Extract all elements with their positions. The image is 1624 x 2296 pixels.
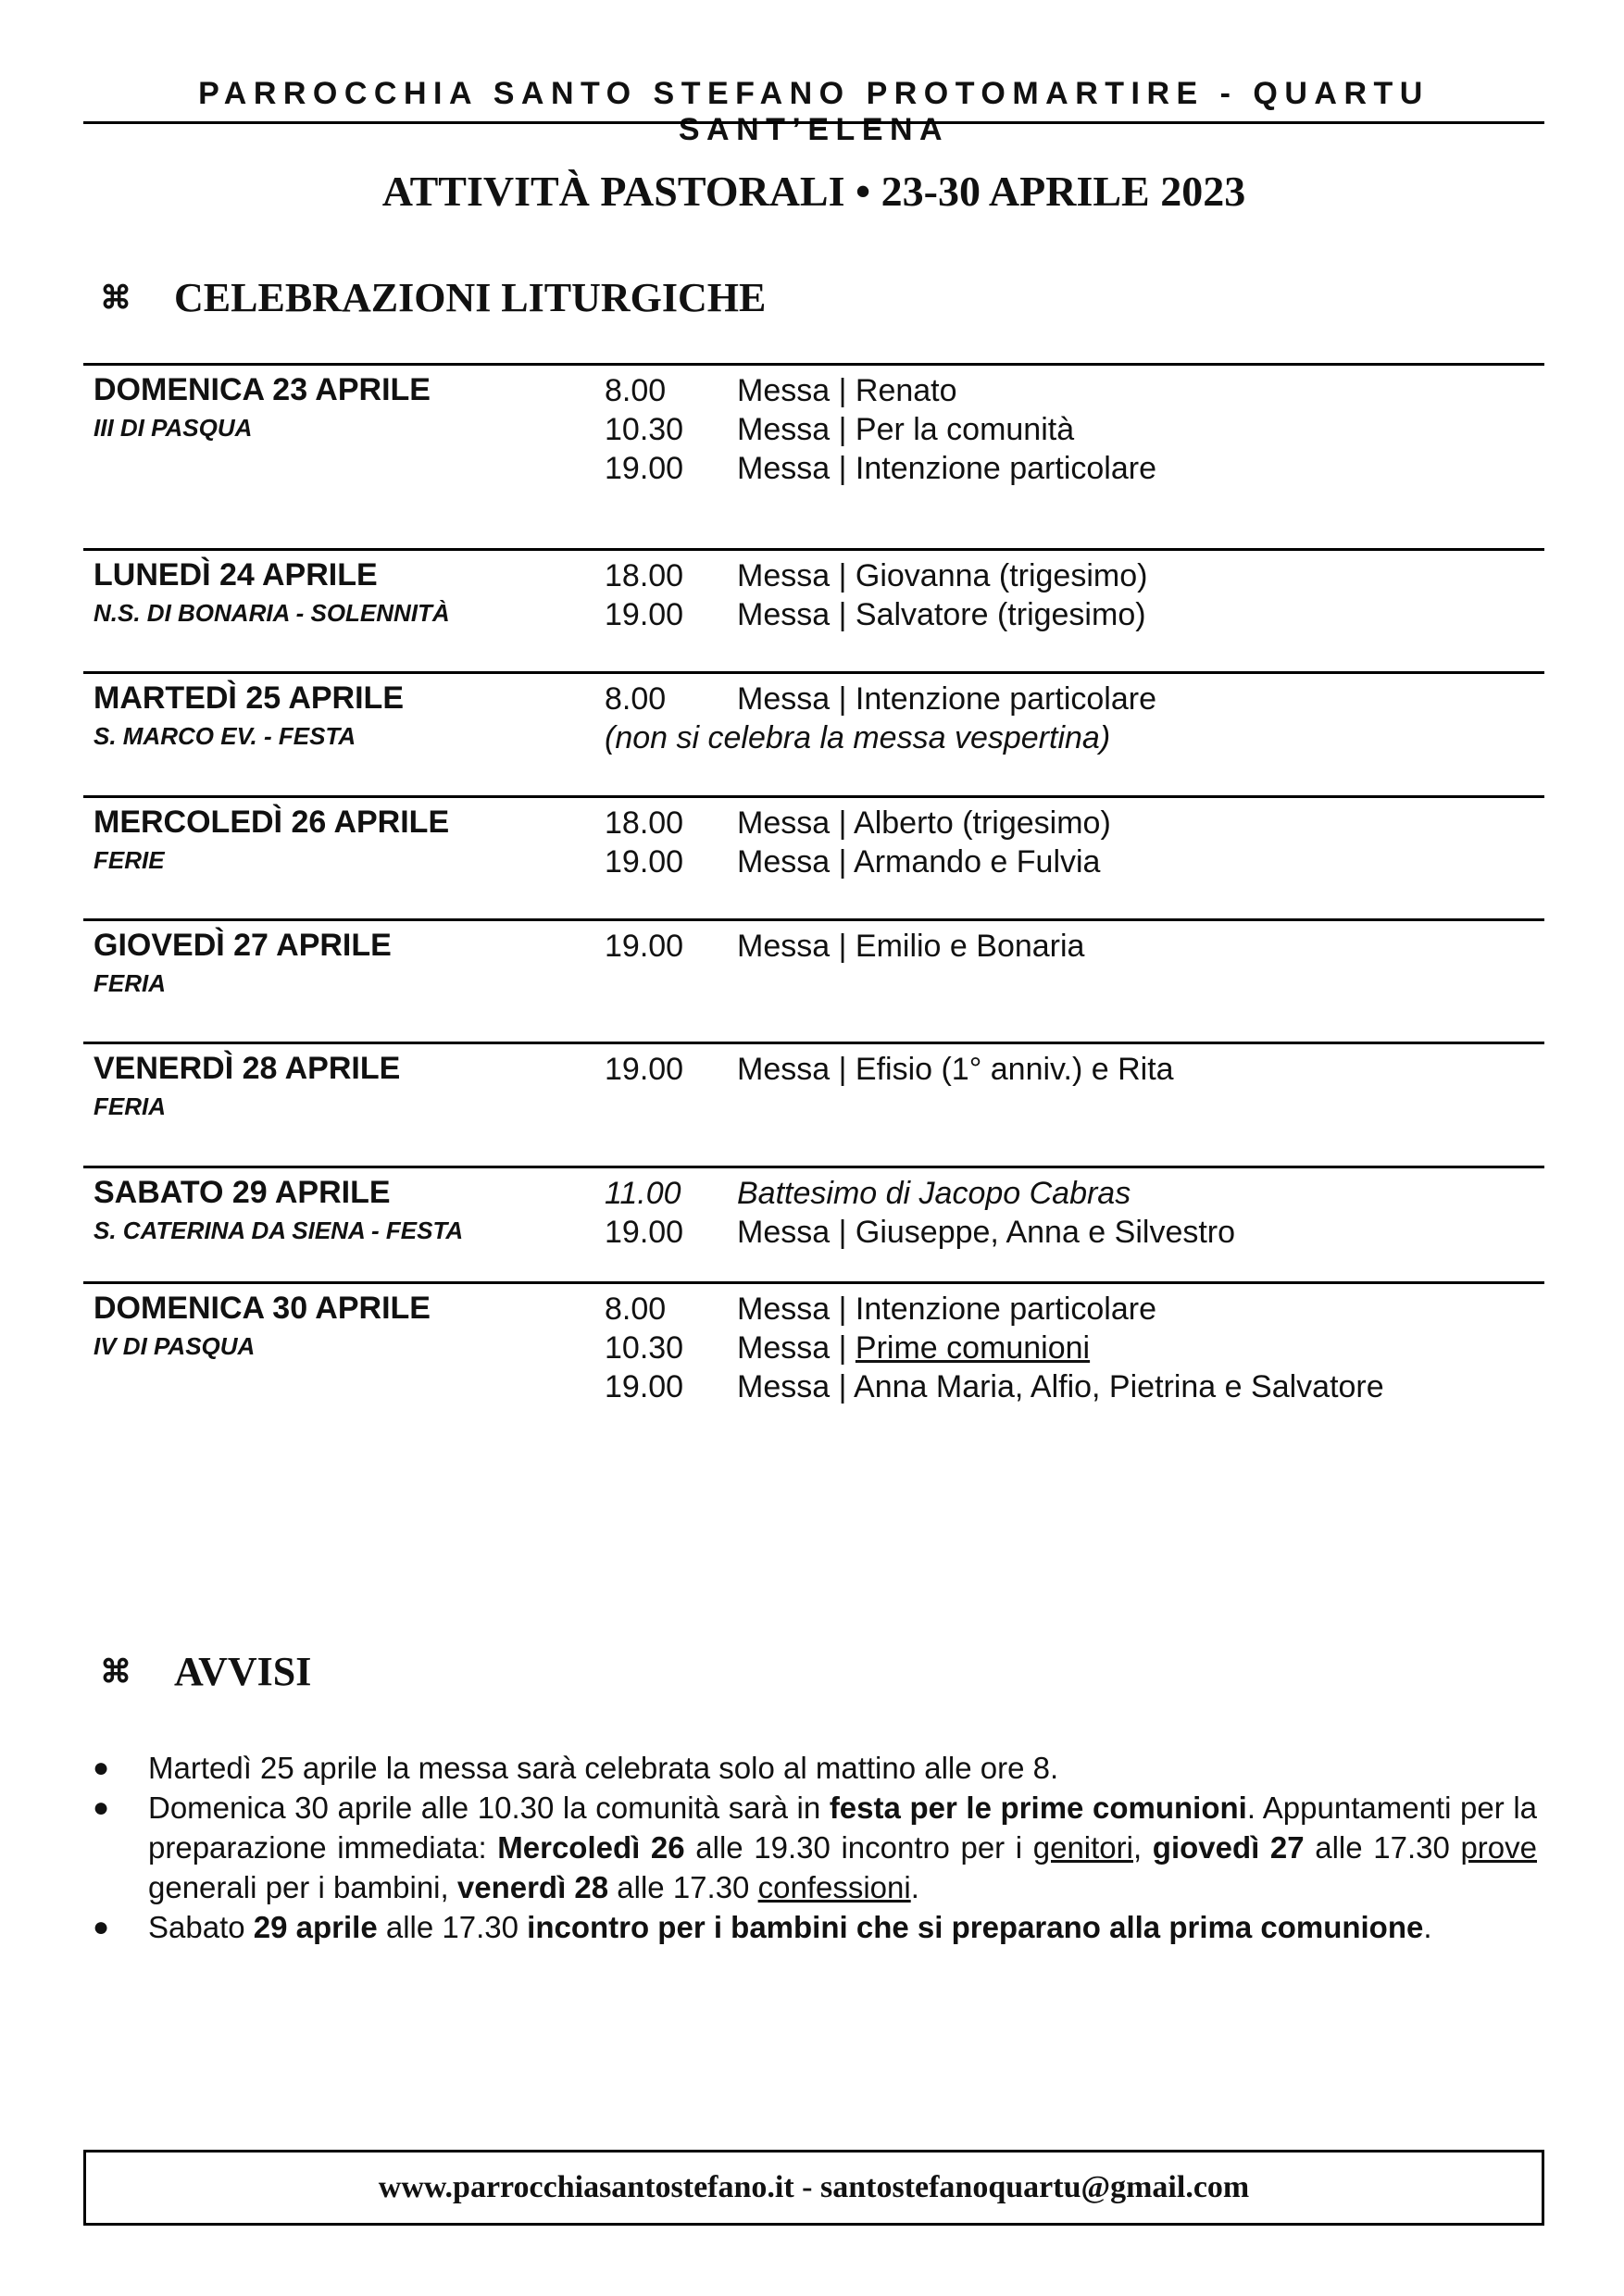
footer-contact-box [83,2150,1544,2226]
event-row [605,804,1111,842]
avviso-underlined: genitori [1032,1830,1133,1865]
day-block-venerdi-28 [83,1042,1544,1120]
event-type: Messa [737,681,831,717]
cross-ornament-icon: ⌘ [100,281,131,316]
event-time: 19.00 [605,451,684,486]
section-title: AVVISI [174,1649,312,1694]
event-intention: Salvatore (trigesimo) [855,597,1146,632]
event-separator: | [838,1292,847,1327]
avviso-emphasis: festa per le prime comunioni [829,1791,1247,1825]
event-type: Messa [737,1369,831,1404]
avviso-text: . [1423,1910,1432,1944]
event-list [605,371,1156,488]
event-separator: | [838,929,847,964]
event-list [605,1290,1384,1406]
event-intention: Prime comunioni [855,1330,1091,1366]
event-intention: Intenzione particolare [855,451,1156,486]
day-name: LUNEDÌ 24 APRILE [94,557,378,593]
event-time: 19.00 [605,1369,684,1404]
day-name: MARTEDÌ 25 APRILE [94,680,405,716]
event-intention: Intenzione particolare [855,681,1156,717]
event-row [605,1174,1235,1213]
event-intention: Anna Maria, Alfio, Pietrina e Salvatore [854,1369,1384,1404]
event-row [605,595,1147,634]
event-separator: | [838,1215,847,1250]
day-name: MERCOLEDÌ 26 APRILE [94,805,450,840]
liturgical-day: IV DI PASQUA [94,1332,256,1360]
liturgical-day: FERIA [94,1092,166,1120]
event-intention: Renato [855,373,957,408]
avviso-text: Martedì 25 aprile la messa sarà celebrata solo al mattino alle ore 8. [148,1751,1059,1785]
event-type: Messa [737,558,831,593]
event-type: Messa [737,1052,831,1087]
event-time: 11.00 [605,1176,681,1211]
event-separator: | [838,844,847,880]
event-row [605,371,1156,410]
event-type: Messa [737,1292,831,1327]
event-time: 19.00 [605,1052,684,1087]
event-time: 18.00 [605,558,684,593]
avviso-text: alle 17.30 [377,1910,528,1944]
bullet-icon: ● [93,1753,110,1783]
avviso-emphasis: incontro per i bambini che si preparano alla prima comunione [527,1910,1424,1944]
event-type: Messa [737,1215,831,1250]
event-separator: | [838,412,847,447]
liturgical-day: S. CATERINA DA SIENA - FESTA [94,1217,464,1244]
cross-ornament-icon: ⌘ [100,1655,131,1690]
avviso-text: alle 17.30 [1304,1830,1461,1865]
day-name: VENERDÌ 28 APRILE [94,1051,401,1086]
event-time: 19.00 [605,844,684,880]
day-block-giovedi-27 [83,918,1544,997]
day-block-lunedi-24 [83,548,1544,632]
event-text: Battesimo di Jacopo Cabras [737,1176,1131,1211]
avviso-emphasis: venerdì 28 [456,1870,609,1904]
event-intention: Alberto (trigesimo) [854,805,1111,841]
day-name: DOMENICA 30 APRILE [94,1291,431,1326]
event-time: 19.00 [605,597,684,632]
event-type: Messa [737,844,831,880]
avviso-text: alle 17.30 [608,1870,758,1904]
liturgical-day: N.S. DI BONARIA - SOLENNITÀ [94,599,450,627]
event-type: Messa [737,1330,831,1366]
event-separator: | [838,597,847,632]
avviso-text: . Appuntamenti per la preparazione immediata: [148,1791,1537,1865]
event-type: Messa [737,412,831,447]
event-row [605,449,1156,488]
list-item [93,1788,1537,1907]
event-row [605,1290,1384,1329]
day-name: DOMENICA 23 APRILE [94,372,431,407]
event-list [605,556,1147,634]
event-intention: Efisio (1° anniv.) e Rita [855,1052,1174,1087]
page-title: ATTIVITÀ PASTORALI • 23-30 APRILE 2023 [381,168,1246,215]
event-list [605,1050,1174,1089]
day-block-sabato-29 [83,1166,1544,1250]
event-time: 19.00 [605,929,684,964]
event-type: Messa [737,929,831,964]
day-block-mercoledi-26 [83,795,1544,880]
event-intention: Per la comunità [855,412,1075,447]
liturgical-day: III DI PASQUA [94,414,253,442]
avviso-emphasis: giovedì 27 [1152,1830,1305,1865]
day-name: SABATO 29 APRILE [94,1175,391,1210]
event-separator: | [838,451,847,486]
event-separator: | [838,1330,847,1366]
list-item [93,1907,1537,1947]
section-title: CELEBRAZIONI LITURGICHE [174,275,767,320]
event-intention: Intenzione particolare [855,1292,1156,1327]
event-list [605,804,1111,881]
event-row [605,1213,1235,1252]
event-type: Messa [737,451,831,486]
event-row [605,1367,1384,1406]
event-row [605,680,1156,718]
event-time: 19.00 [605,1215,684,1250]
footer-contact: www.parrocchiasantostefano.it - santostefanoquartu@gmail.com [378,2170,1250,2204]
event-time: 8.00 [605,681,667,717]
avviso-text: , [1132,1830,1153,1865]
bullet-icon: ● [93,1792,110,1823]
event-row [605,1329,1384,1367]
event-separator: | [838,681,847,717]
avviso-text: alle 19.30 incontro per i [684,1830,1033,1865]
event-row [605,556,1147,595]
event-intention: Emilio e Bonaria [855,929,1085,964]
event-note: (non si celebra la messa vespertina) [605,720,1111,755]
event-time: 8.00 [605,1292,667,1327]
section-heading-avvisi [100,1648,311,1695]
liturgical-day: FERIA [94,969,166,997]
event-row [605,1050,1174,1089]
event-intention: Giuseppe, Anna e Silvestro [855,1215,1236,1250]
event-time: 10.30 [605,1330,684,1366]
parish-header: PARROCCHIA SANTO STEFANO PROTOMARTIRE - QUARTU SANT’ELENA [198,76,1430,147]
event-type: Messa [737,373,831,408]
event-row [605,842,1111,881]
day-block-domenica-30 [83,1281,1544,1404]
avviso-text: generali per i bambini, [148,1870,457,1904]
avviso-emphasis: 29 aprile [253,1910,378,1944]
liturgical-day: FERIE [94,846,165,874]
event-intention: Giovanna (trigesimo) [855,558,1148,593]
header-divider [83,121,1544,124]
liturgical-day: S. MARCO EV. - FESTA [94,722,356,750]
event-separator: | [838,373,847,408]
avviso-underlined: confessioni [757,1870,911,1904]
event-list [605,680,1156,757]
event-time: 18.00 [605,805,684,841]
avviso-underlined: prove [1460,1830,1537,1865]
event-separator: | [838,805,847,841]
bullet-icon: ● [93,1912,110,1942]
event-intention: Armando e Fulvia [854,844,1101,880]
event-separator: | [838,558,847,593]
avviso-text: . [910,1870,919,1904]
section-heading-celebrazioni [100,274,766,321]
event-separator: | [838,1369,847,1404]
day-block-domenica-23 [83,363,1544,486]
event-separator: | [838,1052,847,1087]
day-block-martedi-25 [83,671,1544,755]
list-item [93,1748,1537,1788]
avvisi-list [93,1748,1537,1947]
event-time: 10.30 [605,412,684,447]
avviso-text: Sabato [148,1910,254,1944]
event-list [605,927,1084,966]
event-type: Messa [737,597,831,632]
avviso-emphasis: Mercoledì 26 [497,1830,685,1865]
event-row [605,927,1084,966]
day-name: GIOVEDÌ 27 APRILE [94,928,392,963]
event-row [605,410,1156,449]
event-type: Messa [737,805,831,841]
avviso-text: Domenica 30 aprile alle 10.30 la comunità sarà in [148,1791,830,1825]
event-list [605,1174,1235,1252]
event-time: 8.00 [605,373,667,408]
